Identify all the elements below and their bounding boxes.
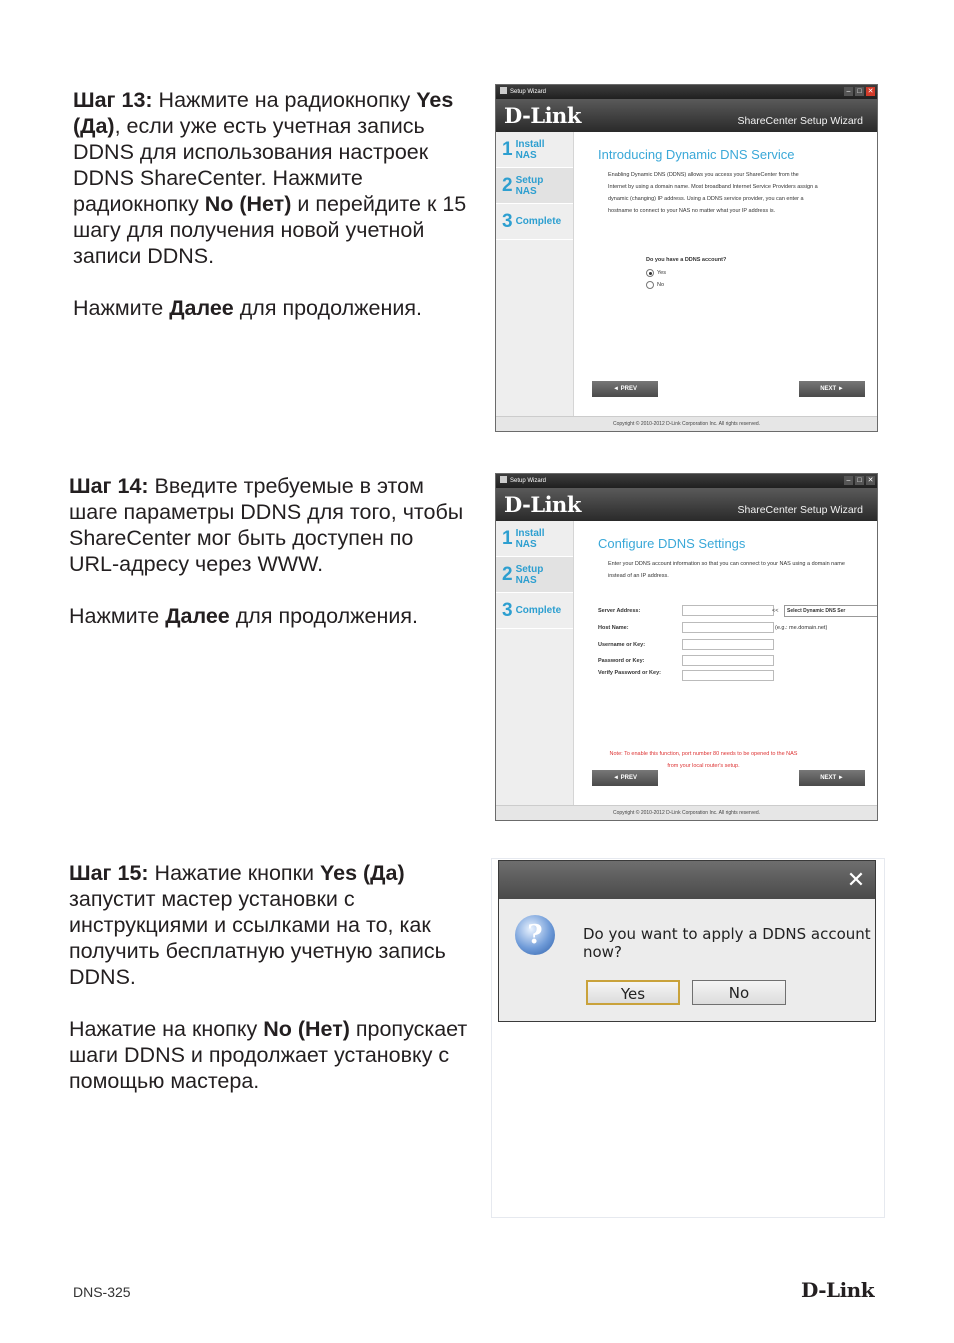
sidebar-label-line2: NAS xyxy=(515,574,537,586)
step-13-text xyxy=(73,87,473,321)
ddns-question: Do you have a DDNS account? xyxy=(646,257,727,263)
no-button[interactable]: No xyxy=(692,980,786,1005)
ddns-confirm-dialog xyxy=(498,860,876,1022)
next-button[interactable]: NEXT ► xyxy=(799,381,865,397)
wizard-header-title: ShareCenter Setup Wizard xyxy=(737,115,863,127)
step-15-no-bold: No (Нет) xyxy=(263,1017,350,1041)
server-address-label: Server Address: xyxy=(598,608,641,614)
host-name-input[interactable] xyxy=(682,622,774,633)
sidebar-label-line2: NAS xyxy=(515,185,537,197)
sidebar-label-line1: Complete xyxy=(515,216,562,227)
step-number: 3 xyxy=(502,211,513,232)
step-13-text-2: , если уже есть учетная запись DDNS для использования настроек DDNS ShareCenter. Нажмите радиокнопку xyxy=(73,114,429,216)
verify-password-input[interactable] xyxy=(682,670,774,681)
step-number: 3 xyxy=(502,600,513,621)
close-icon[interactable]: ✕ xyxy=(846,867,866,892)
step-14-paragraph xyxy=(69,473,469,577)
section-title: Introducing Dynamic DNS Service xyxy=(598,147,795,162)
window-controls xyxy=(844,476,875,485)
sidebar-item-setup-nas xyxy=(496,557,573,593)
step-14-next-a: Нажмите xyxy=(69,604,166,628)
section-description: Enabling Dynamic DNS (DDNS) allows you access your ShareCenter from the Internet by using a domain name. Most broadband Internet Service Providers assign a dynamic (changing) IP address. Using a DDNS service provider, you can enter a hostname to connect to your NAS no matter what your IP address is. xyxy=(608,172,818,214)
sidebar-label-line2: NAS xyxy=(515,538,537,550)
host-name-label: Host Name: xyxy=(598,625,629,631)
radio-unselected-icon xyxy=(646,281,654,289)
sidebar-item-install-nas xyxy=(496,521,573,557)
sidebar-label-line1: Complete xyxy=(515,605,562,616)
sidebar-item-setup-nas xyxy=(496,168,573,204)
sidebar-label-line1: Setup xyxy=(515,174,544,186)
wizard-main xyxy=(574,132,877,417)
step-15-no-paragraph xyxy=(69,1016,469,1094)
step-15-yes-bold: Yes (Да) xyxy=(319,861,405,885)
step-13-text-1: Нажмите на радиокнопку xyxy=(152,88,417,112)
window-titlebar xyxy=(496,474,877,488)
sidebar-label-line2: NAS xyxy=(515,149,537,161)
step-number: 1 xyxy=(502,528,513,549)
dlink-footer-logo: D-Link xyxy=(801,1278,875,1302)
server-address-input[interactable] xyxy=(682,605,774,616)
radio-no-label: No xyxy=(657,282,665,288)
password-input[interactable] xyxy=(682,655,774,666)
sidebar-label-line1: Install xyxy=(515,138,545,150)
username-input[interactable] xyxy=(682,639,774,650)
step-number: 2 xyxy=(502,564,513,585)
sidebar-label-line1: Setup xyxy=(515,563,544,575)
window-controls xyxy=(844,87,875,96)
wizard-sidebar xyxy=(496,521,574,806)
port-note: Note: To enable this function, port number 80 needs to be opened to the NAS from your local router's setup. xyxy=(609,751,798,769)
step-14-text xyxy=(69,473,469,629)
step-14-text-1: Введите требуемые в этом шаге параметры DDNS для того, чтобы ShareCenter мог быть доступен по URL-адресу через WWW. xyxy=(69,474,464,576)
prev-button[interactable]: ◄ PREV xyxy=(592,381,658,397)
dialog-message: Do you want to apply a DDNS account now? xyxy=(583,925,871,961)
dlink-logo: D-Link xyxy=(504,492,581,517)
question-icon: ? xyxy=(515,915,555,955)
section-description: Enter your DDNS account information so that you can connect to your NAS using a domain name instead of an IP address. xyxy=(608,561,845,579)
step-14-next-bold: Далее xyxy=(165,604,230,628)
sidebar-item-complete xyxy=(496,593,573,629)
prev-button[interactable]: ◄ PREV xyxy=(592,770,658,786)
step-13-text-3: и перейдите к 15 шагу для получения новой учетной записи DDNS. xyxy=(73,192,467,268)
wizard-main xyxy=(574,521,877,806)
step-15-paragraph xyxy=(69,860,469,990)
step-14-next-c: для продолжения. xyxy=(229,604,418,628)
app-icon xyxy=(500,476,507,483)
step-15-label: Шаг 15: xyxy=(69,861,149,885)
close-icon[interactable]: ✕ xyxy=(867,477,874,484)
step-15-text xyxy=(69,860,469,1094)
sidebar-label-line1: Install xyxy=(515,527,545,539)
password-label: Password or Key: xyxy=(598,658,645,664)
wizard-header-title: ShareCenter Setup Wizard xyxy=(737,504,863,516)
copyright: Copyright © 2010-2012 D-Link Corporation Inc. All rights reserved. xyxy=(496,416,877,431)
host-name-hint: (e.g.: me.domain.net) xyxy=(775,625,828,631)
next-button[interactable]: NEXT ► xyxy=(799,770,865,786)
step-13-yes-bold: Yes (Да) xyxy=(73,88,454,138)
app-icon xyxy=(500,87,507,94)
step-15-text-2: запустит мастер установки с инструкциями и ссылками на то, как получить бесплатную учетную запись DDNS. xyxy=(69,887,446,989)
radio-yes[interactable] xyxy=(646,269,666,277)
step-number: 2 xyxy=(502,175,513,196)
yes-button[interactable]: Yes xyxy=(586,980,680,1005)
step-13-paragraph xyxy=(73,87,473,269)
step-15-no-a: Нажатие на кнопку xyxy=(69,1017,264,1041)
step-number: 1 xyxy=(502,139,513,160)
wizard-header xyxy=(496,488,877,521)
dlink-logo: D-Link xyxy=(504,103,581,128)
radio-selected-icon xyxy=(646,269,654,277)
wizard-header xyxy=(496,99,877,132)
model-number: DNS-325 xyxy=(73,1284,131,1300)
arrow-icon: << xyxy=(772,608,779,614)
ddns-server-select[interactable]: Select Dynamic DNS Ser xyxy=(784,605,878,617)
copyright: Copyright © 2010-2012 D-Link Corporation Inc. All rights reserved. xyxy=(496,805,877,820)
step-13-no-bold: No (Нет) xyxy=(204,192,292,216)
step-13-next-c: для продолжения. xyxy=(233,296,422,320)
step-14-label: Шаг 14: xyxy=(69,474,149,498)
step-13-next-bold: Далее xyxy=(169,296,234,320)
verify-password-label: Verify Password or Key: xyxy=(598,670,661,676)
wizard-window-ddns-config xyxy=(495,473,878,821)
section-title: Configure DDNS Settings xyxy=(598,536,746,551)
sidebar-item-complete xyxy=(496,204,573,240)
step-13-next-a: Нажмите xyxy=(73,296,170,320)
window-title: Setup Wizard xyxy=(510,89,547,95)
step-13-next-paragraph xyxy=(73,295,473,321)
wizard-window-ddns-intro xyxy=(495,84,878,432)
dialog-titlebar xyxy=(499,861,875,899)
step-15-no-c: пропускает шаги DDNS и продолжает установку с помощью мастера. xyxy=(69,1017,468,1093)
window-title: Setup Wizard xyxy=(510,478,547,484)
username-label: Username or Key: xyxy=(598,642,646,648)
radio-no[interactable] xyxy=(646,281,664,289)
minimize-icon[interactable]: – xyxy=(844,476,853,485)
radio-yes-label: Yes xyxy=(657,270,666,276)
wizard-sidebar xyxy=(496,132,574,417)
step-15-text-1: Нажатие кнопки xyxy=(148,861,320,885)
close-icon[interactable]: ✕ xyxy=(867,88,874,95)
maximize-icon[interactable]: □ xyxy=(855,87,864,96)
sidebar-item-install-nas xyxy=(496,132,573,168)
maximize-icon[interactable]: □ xyxy=(855,476,864,485)
step-13-label: Шаг 13: xyxy=(73,88,153,112)
step-14-next-paragraph xyxy=(69,603,469,629)
window-titlebar xyxy=(496,85,877,99)
minimize-icon[interactable]: – xyxy=(844,87,853,96)
